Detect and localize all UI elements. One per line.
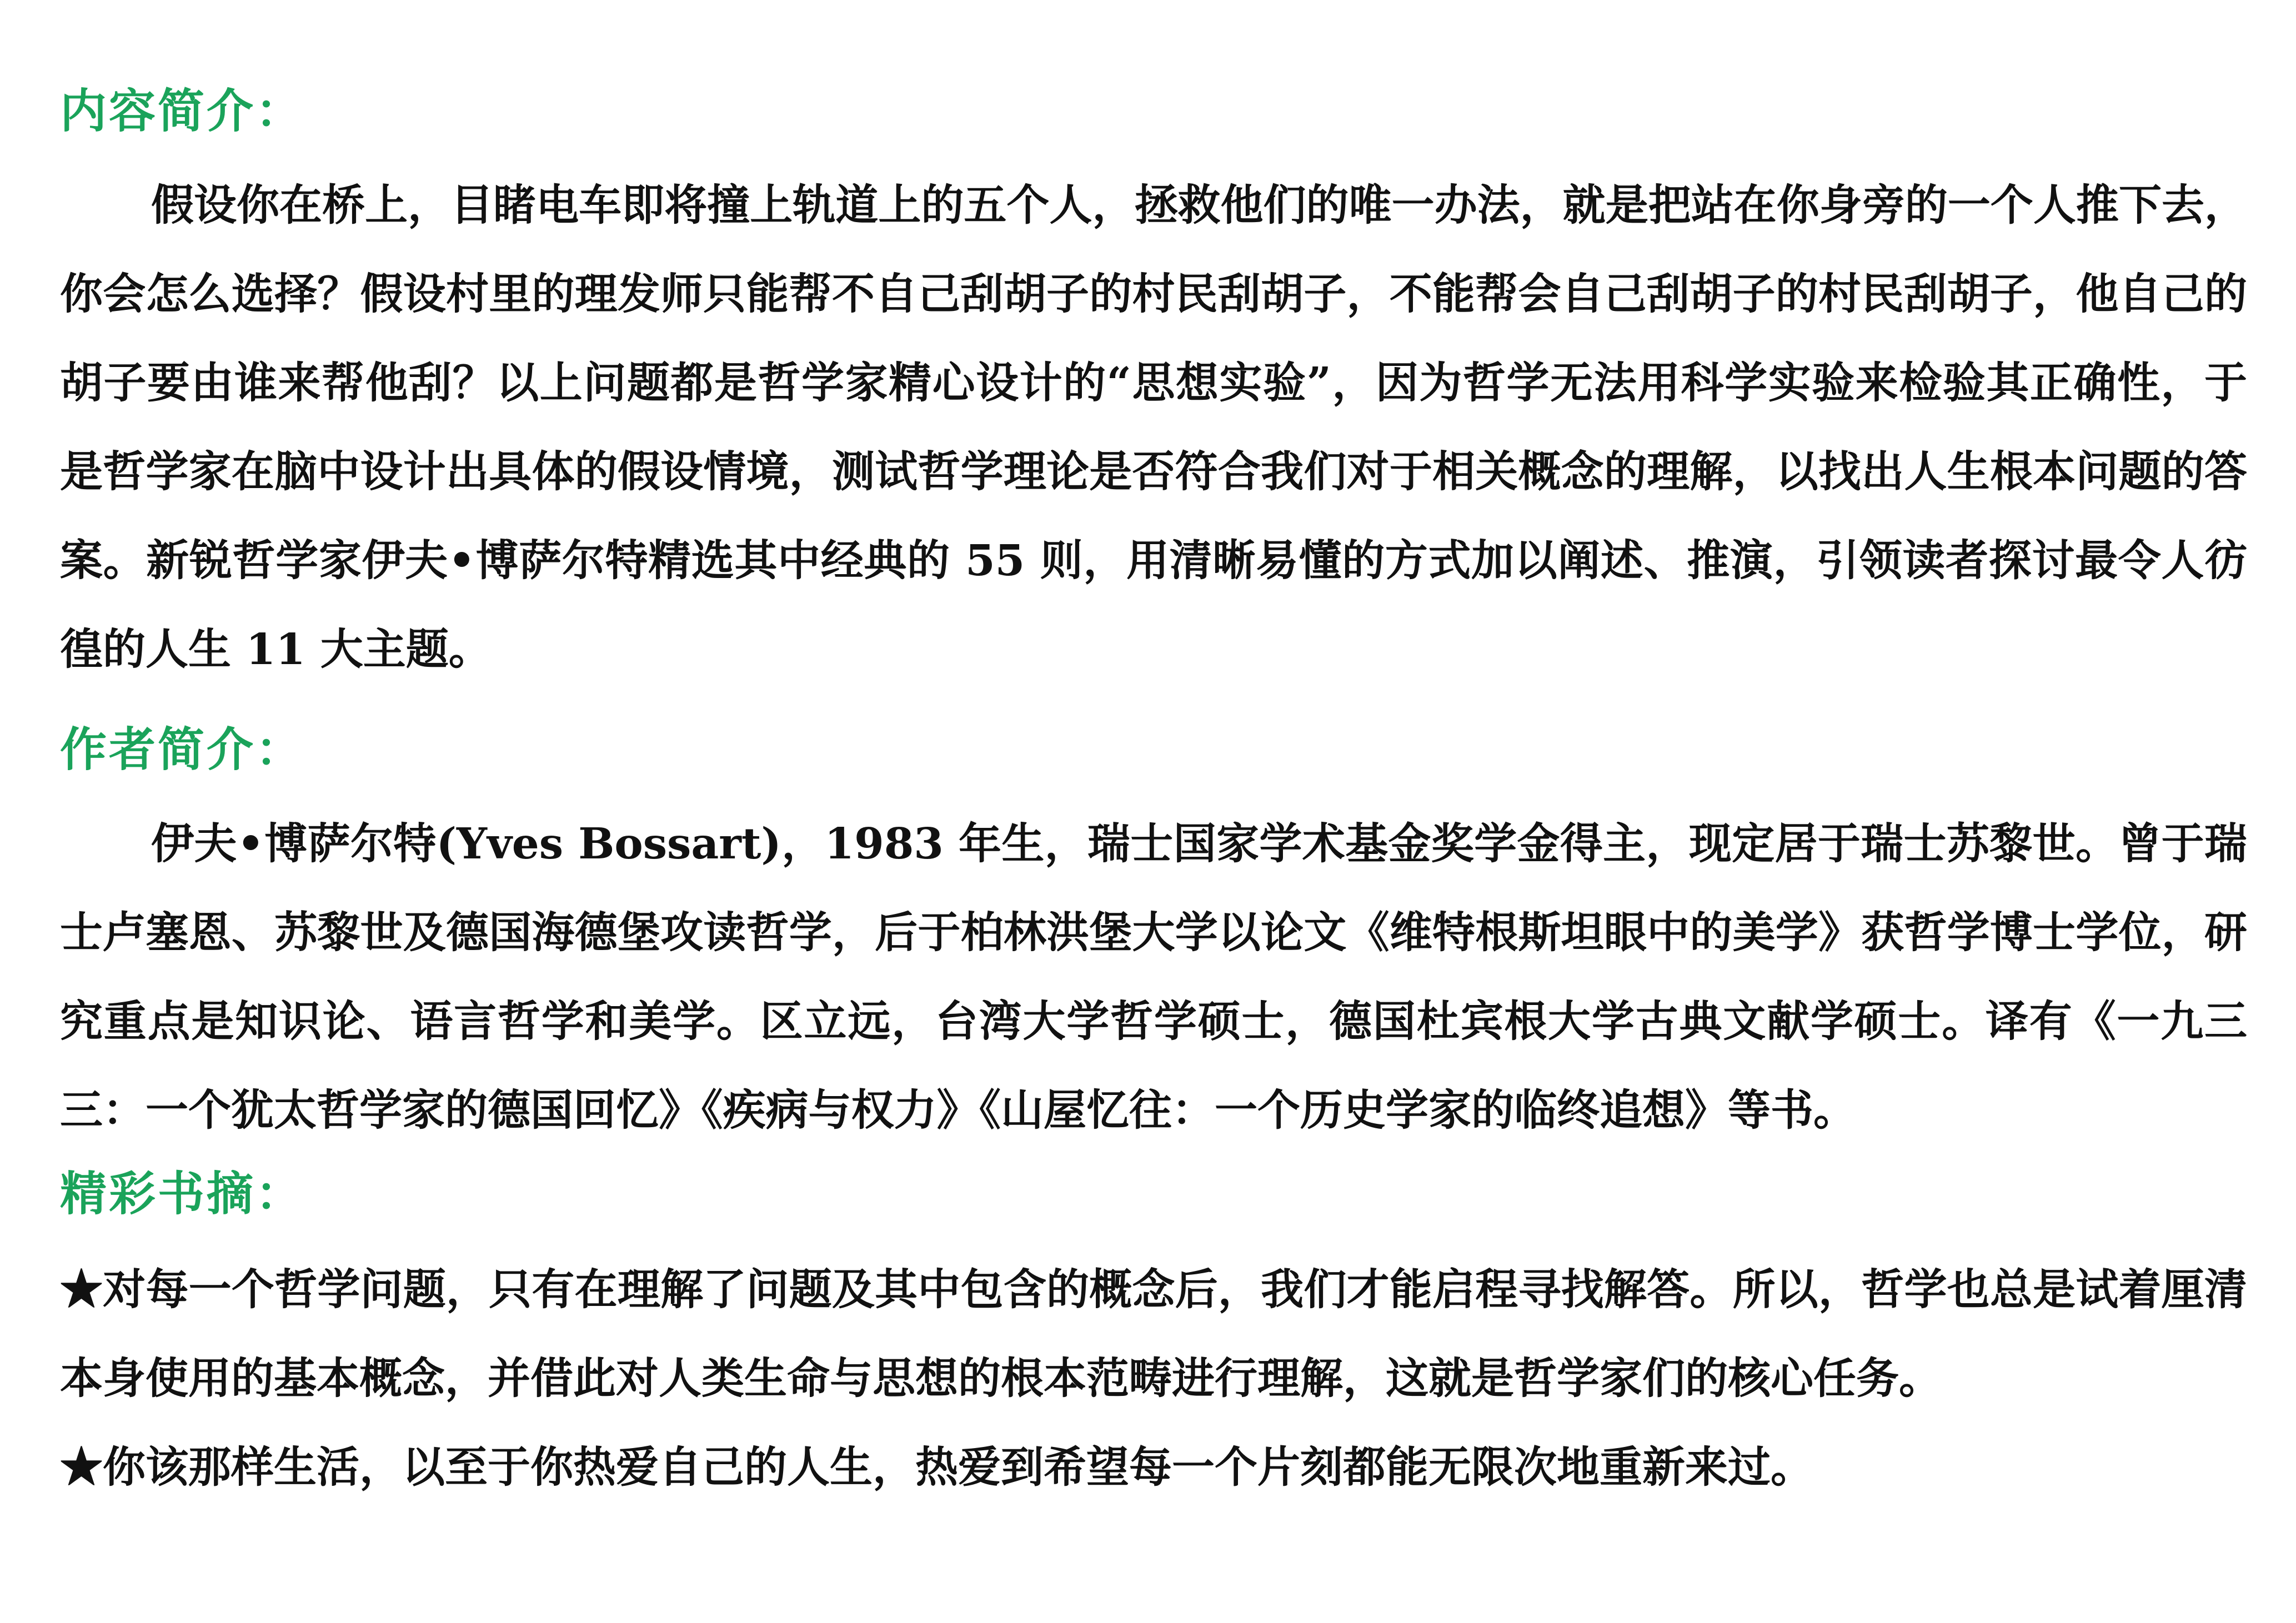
author-heading: 作者简介：: [60, 722, 305, 777]
excerpts-list: [60, 1245, 2247, 1512]
excerpt-item: ★对每一个哲学问题，只有在理解了问题及其中包含的概念后，我们才能启程寻找解答。所以，哲学也总是试着厘清本身使用的基本概念，并借此对人类生命与思想的根本范畴进行理解，这就是哲学家们的核心任务。: [60, 1265, 2247, 1404]
summary-body: 假设你在桥上，目睹电车即将撞上轨道上的五个人，拯救他们的唯一办法，就是把站在你身旁的一个人推下去，你会怎么选择？假设村里的理发师只能帮不自己刮胡子的村民刮胡子，不能帮会自己刮胡子的村民刮胡子，他自己的胡子要由谁来帮他刮？以上问题都是哲学家精心设计的“思想实验”，因为哲学无法用科学实验来检验其正确性，于是哲学家在脑中设计出具体的假设情境，测试哲学理论是否符合我们对于相关概念的理解，以找出人生根本问题的答案。新锐哲学家伊夫•博萨尔特精选其中经典的 55 则，用清晰易懂的方式加以阐述、推演，引领读者探讨最令人彷徨的人生 11 大主题。: [60, 180, 2247, 675]
excerpts-heading: 精彩书摘：: [60, 1166, 305, 1221]
summary-heading: 内容简介：: [60, 83, 305, 138]
author-body: 伊夫•博萨尔特(Yves Bossart)，1983 年生，瑞士国家学术基金奖学金得主，现定居于瑞士苏黎世。曾于瑞士卢塞恩、苏黎世及德国海德堡攻读哲学，后于柏林洪堡大学以论文《维特根斯坦眼中的美学》获哲学博士学位，研究重点是知识论、语言哲学和美学。区立远，台湾大学哲学硕士，德国杜宾根大学古典文献学硕士。译有《一九三三：一个犹太哲学家的德国回忆》《疾病与权力》《山屋忆往：一个历史学家的临终追想》等书。: [60, 819, 2247, 1135]
excerpt-item: ★你该那样生活，以至于你热爱自己的人生，热爱到希望每一个片刻都能无限次地重新来过。: [60, 1443, 1813, 1493]
